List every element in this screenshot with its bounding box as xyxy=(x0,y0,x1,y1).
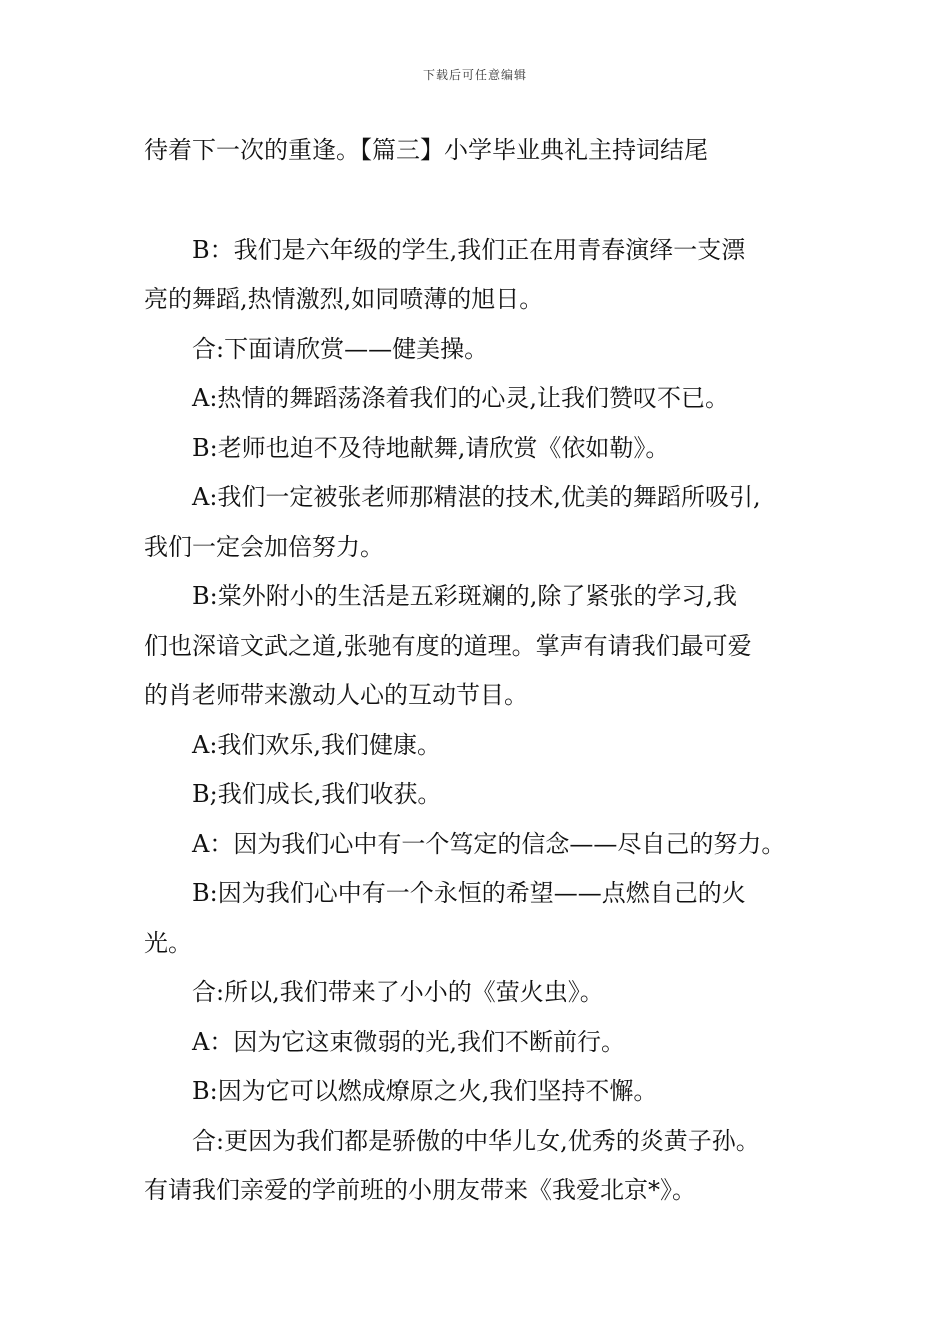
text-line: A：因为我们心中有一个笃定的信念——尽自己的努力。 xyxy=(192,829,786,858)
text-line: A:我们一定被张老师那精湛的技术,优美的舞蹈所吸引, xyxy=(192,483,761,511)
text-line: 待着下一次的重逢。【篇三】小学毕业典礼主持词结尾 xyxy=(144,136,708,164)
text-line: 有请我们亲爱的学前班的小朋友带来《我爱北京*》。 xyxy=(144,1176,696,1204)
text-line: 合:更因为我们都是骄傲的中华儿女,优秀的炎黄子孙。 xyxy=(192,1126,760,1155)
text-line: 合:下面请欣赏——健美操。 xyxy=(192,334,489,363)
paragraph-gap xyxy=(144,176,814,226)
text-line: B:棠外附小的生活是五彩斑斓的,除了紧张的学习,我 xyxy=(192,582,737,610)
text-line: 亮的舞蹈,热情激烈,如同喷薄的旭日。 xyxy=(144,285,544,313)
text-line: 的肖老师带来激动人心的互动节目。 xyxy=(144,681,528,709)
page-header: 下载后可任意编辑 xyxy=(422,68,527,82)
text-line: 合:所以,我们带来了小小的《萤火虫》。 xyxy=(192,978,604,1006)
text-line: B:因为它可以燃成燎原之火,我们坚持不懈。 xyxy=(192,1077,658,1105)
text-line: A：因为它这束微弱的光,我们不断前行。 xyxy=(192,1027,625,1056)
text-line: B:因为我们心中有一个永恒的希望——点燃自己的火 xyxy=(192,879,746,907)
text-line: B：我们是六年级的学生,我们正在用青春演绎一支漂 xyxy=(192,235,746,264)
text-line: 们也深谙文武之道,张驰有度的道理。掌声有请我们最可爱 xyxy=(144,631,752,660)
text-line: B:老师也迫不及待地献舞,请欣赏《依如勒》。 xyxy=(192,433,670,462)
text-line: A:热情的舞蹈荡涤着我们的心灵,让我们赞叹不已。 xyxy=(192,384,730,412)
text-line: 光。 xyxy=(144,928,192,957)
document-body xyxy=(144,126,814,1216)
text-line: A:我们欢乐,我们健康。 xyxy=(192,730,442,759)
text-line: B;我们成长,我们收获。 xyxy=(192,780,442,808)
text-line: 我们一定会加倍努力。 xyxy=(144,532,384,561)
